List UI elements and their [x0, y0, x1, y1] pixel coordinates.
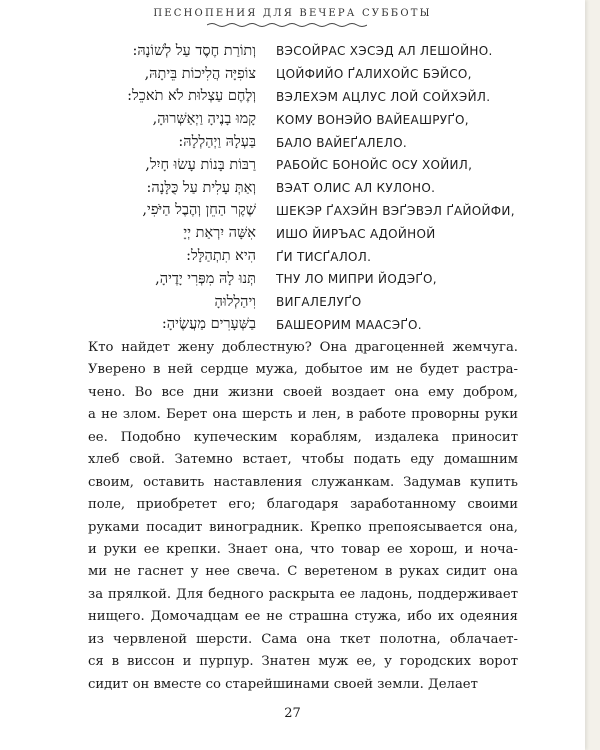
prose-line: за прялкой. Для бедного раскрыта ее ладонь, поддерживает [88, 586, 518, 602]
transliteration-text: ИШО ЙИРЪАС АДОЙНОЙ [276, 226, 436, 241]
prose-line: сидит он вместе со старейшинами своей земли. Делает [88, 676, 478, 692]
prose-line: и руки ее крепки. Знает она, что товар ее хорош, и ноча- [88, 541, 518, 557]
verse-line [82, 268, 522, 291]
transliteration-text: ТНУ ЛО МИПРИ ЙОДЭҐО, [276, 272, 437, 287]
verse-line [82, 63, 522, 86]
prose-line: руками посадит виноградник. Крепко препоясывается она, [88, 519, 518, 535]
verse-line [82, 177, 522, 200]
verse-line [82, 291, 522, 314]
prose-line: а не злом. Берет она шерсть и лен, в работе проворны руки [88, 407, 518, 423]
transliteration-text: ВЭАТ ОЛИС АЛ КУЛОНО. [276, 181, 436, 196]
hebrew-text: בַשְּׁעָרִים מַעֲשֶׂיהָ: [161, 316, 256, 333]
hebrew-text: וְאַתְּ עָלִית עַל כֻּלָּנָה: [146, 179, 256, 196]
verse-line [82, 222, 522, 245]
verse-line [82, 86, 522, 109]
prose-line: хлеб свой. Затемно встает, чтобы подать еду домашним [88, 452, 518, 468]
prose-line: поле, приобретет его; благодаря заработанному своими [88, 497, 518, 513]
hebrew-text: וִיהַלְלוּהָ [214, 293, 256, 310]
verse-line [82, 154, 522, 177]
transliteration-text: ЦОЙФИЙО ҐАЛИХОЙС БЭЙСО, [276, 67, 472, 82]
transliteration-text: БАШЕОРИМ МААСЭҐО. [276, 317, 422, 332]
transliteration-text: ВИГАЛЕЛУҐО [276, 295, 362, 310]
hebrew-text: תְּנוּ לָהּ מִפְּרִי יָדֶיהָ, [155, 270, 256, 287]
prose-line: чено. Во все дни жизни своей воздает она ему добром, [88, 384, 518, 400]
running-head: ПЕСНОПЕНИЯ ДЛЯ ВЕЧЕРА СУББОТЫ [153, 8, 432, 19]
verse-line [82, 40, 522, 63]
hebrew-text: בַּעְלָהּ וַיְהַלְלָהּ: [178, 134, 256, 151]
hebrew-text: אִשָּׁה יִרְאַת יְיָ [183, 225, 256, 242]
transliteration-text: КОМУ ВОНЭЙО ВАЙЕАШРУҐО, [276, 112, 469, 127]
hebrew-text: הִיא תִתְהַלָּל: [186, 248, 256, 265]
hebrew-text: צוֹפִיָּה הֲלִיכוֹת בֵּיתָהּ, [144, 65, 256, 82]
prose-line: Кто найдет жену доблестную? Она драгоценней жемчуга. [88, 340, 518, 355]
transliteration-text: ҐИ ТИСҐАЛОЛ. [276, 249, 372, 264]
prose-line: Уверено в ней сердце мужа, добытое им не будет растра- [88, 362, 518, 378]
prose-line: своим, оставить наставления служанкам. Задумав купить [88, 474, 518, 490]
transliteration-text: РАБОЙС БОНОЙС ОСУ ХОЙИЛ, [276, 158, 473, 173]
prose-line: ся в виссон и пурпур. Знатен муж ее, у городских ворот [88, 654, 518, 670]
verse-line [82, 314, 522, 337]
wave-ornament [207, 22, 367, 28]
hebrew-text: קָמוּ בָנֶיהָ וַיְאַשְּׁרוּהָ, [152, 111, 256, 128]
transliteration-text: ВЭЛЕХЭМ АЦЛУС ЛОЙ СОЙХЭЙЛ. [276, 89, 491, 104]
prose-line: из червленой шерсти. Сама она ткет полотна, облачает- [88, 631, 518, 647]
hebrew-text: וְתוֹרַת חֶסֶד עַל לְשׁוֹנָהּ: [132, 42, 256, 59]
hebrew-text: רַבּוֹת בָּנוֹת עָשׂוּ חָיִל, [145, 156, 256, 173]
prose-line: ее. Подобно купеческим кораблям, издалека приносит [88, 429, 518, 445]
verse-line [82, 245, 522, 268]
verse-line [82, 131, 522, 154]
verse-line [82, 108, 522, 131]
hebrew-text: שֶׁקֶר הַחֵן וְהֶבֶל הַיֹּפִי, [142, 202, 256, 219]
prose-line: ми не гаснет у нее свеча. С веретеном в руках сидит она [88, 564, 518, 580]
prose-block [88, 337, 518, 696]
transliteration-text: ШЕКЭР ҐАХЭЙН ВЭҐЭВЭЛ ҐАЙОЙФИ, [276, 203, 515, 218]
prose-line: нищего. Домочадцам ее не страшна стужа, ибо их одеяния [88, 609, 518, 625]
verse-block [82, 40, 522, 336]
hebrew-text: וְלֶחֶם עַצְלוּת לֹא תֹאכֵל: [127, 88, 256, 105]
transliteration-text: БАЛО ВАЙЕҐАЛЕЛО. [276, 135, 407, 150]
transliteration-text: ВЭСОЙРАС ХЭСЭД АЛ ЛЕШОЙНО. [276, 44, 493, 59]
verse-line [82, 200, 522, 223]
page-number: 27 [284, 706, 301, 721]
